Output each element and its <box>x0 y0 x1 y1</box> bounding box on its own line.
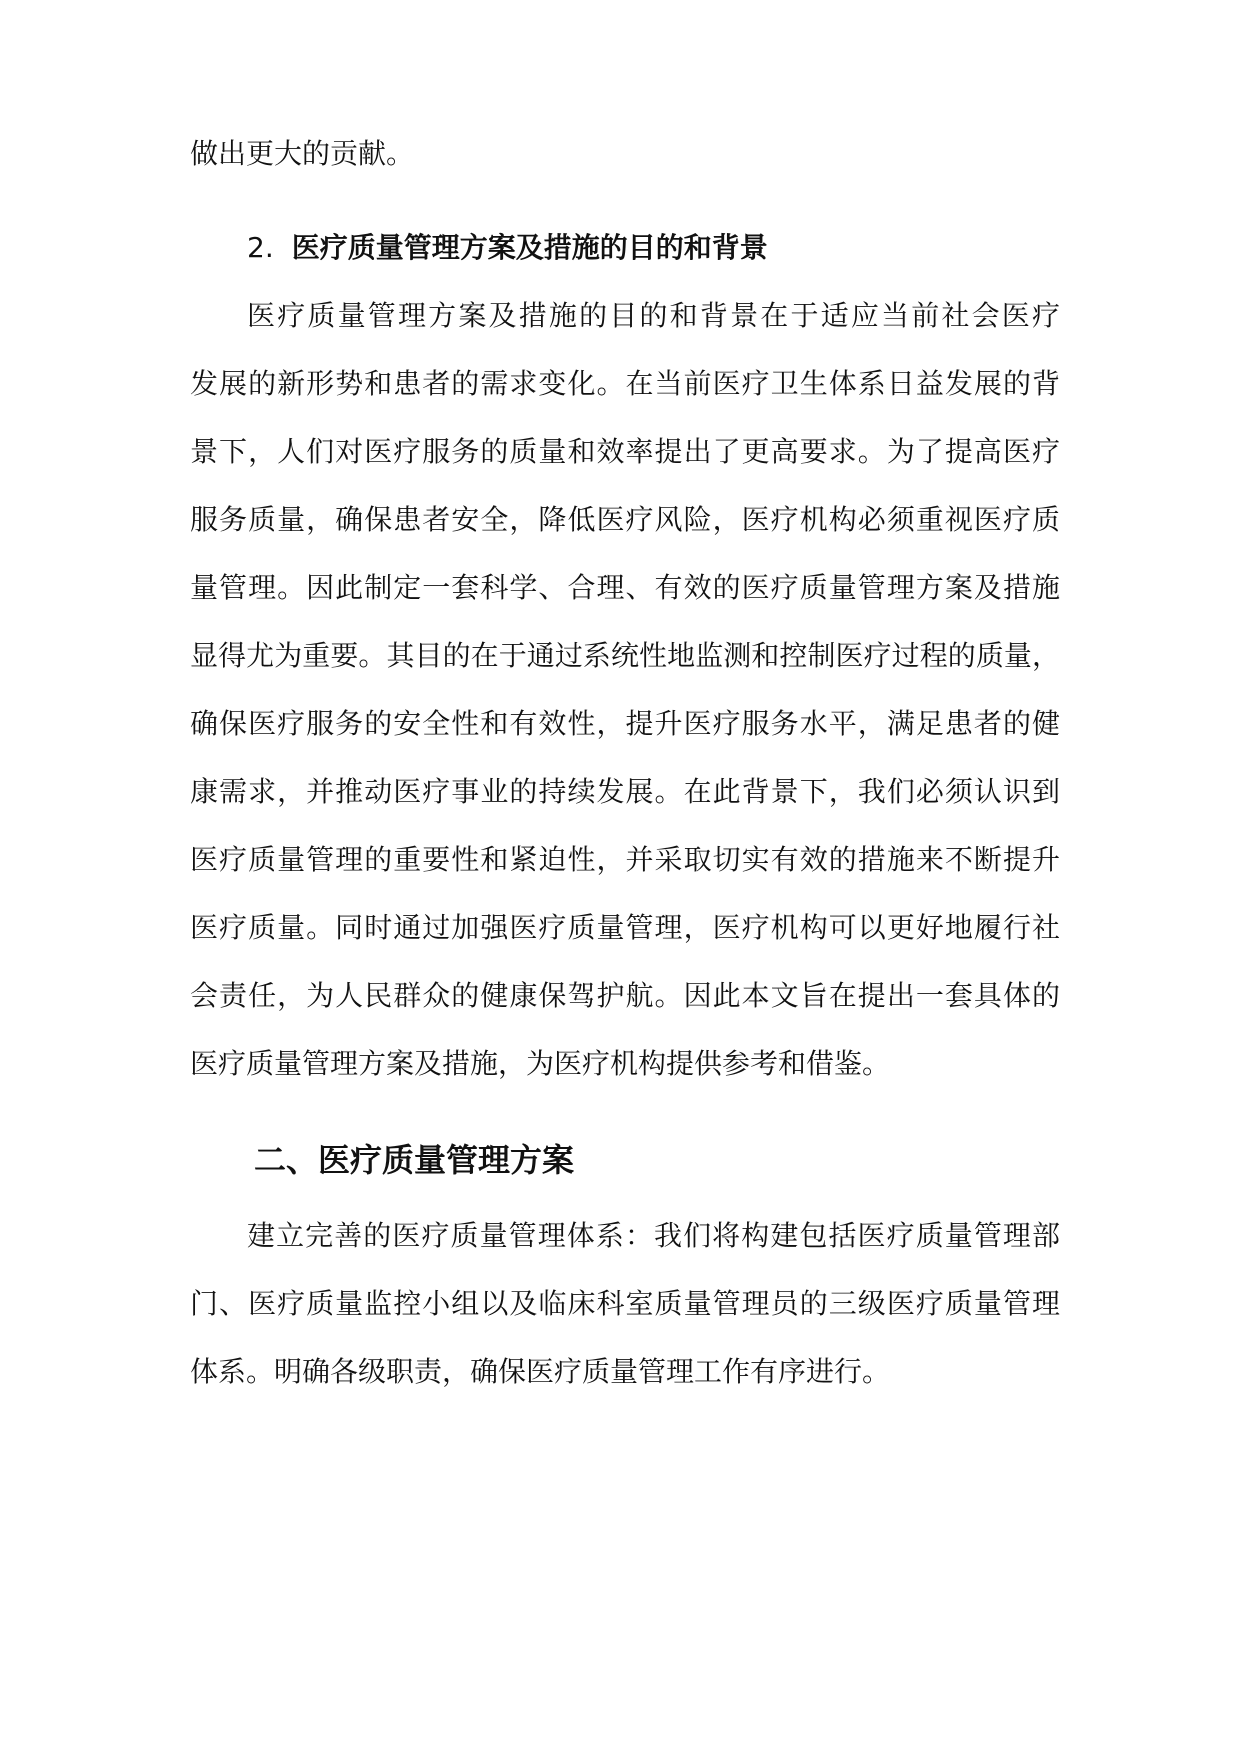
section-2-line-9: 医疗质量管理的重要性和紧迫性，并采取切实有效的措施来不断提升 <box>190 843 1060 876</box>
section-2-line-3: 景下，人们对医疗服务的质量和效率提出了更高要求。为了提高医疗 <box>190 435 1060 468</box>
chapter-2-line-2: 门、医疗质量监控小组以及临床科室质量管理员的三级医疗质量管理 <box>190 1287 1060 1320</box>
section-2-line-8: 康需求，并推动医疗事业的持续发展。在此背景下，我们必须认识到 <box>190 775 1060 808</box>
chapter-2-line-3: 体系。明确各级职责，确保医疗质量管理工作有序进行。 <box>190 1355 891 1388</box>
section-2-heading <box>247 230 768 266</box>
section-2-number: 2. <box>247 231 274 264</box>
section-2-line-2: 发展的新形势和患者的需求变化。在当前医疗卫生体系日益发展的背 <box>190 367 1060 400</box>
section-2-line-5: 量管理。因此制定一套科学、合理、有效的医疗质量管理方案及措施 <box>190 571 1060 604</box>
chapter-2-line-1: 建立完善的医疗质量管理体系：我们将构建包括医疗质量管理部 <box>247 1219 1060 1252</box>
section-2-line-10: 医疗质量。同时通过加强医疗质量管理，医疗机构可以更好地履行社 <box>190 911 1060 944</box>
section-2-line-4: 服务质量，确保患者安全，降低医疗风险，医疗机构必须重视医疗质 <box>190 503 1060 536</box>
intro-tail-text: 做出更大的贡献。 <box>190 137 415 170</box>
section-2-line-11: 会责任，为人民群众的健康保驾护航。因此本文旨在提出一套具体的 <box>190 979 1060 1012</box>
chapter-2-heading: 二、医疗质量管理方案 <box>254 1141 575 1179</box>
section-2-line-12: 医疗质量管理方案及措施，为医疗机构提供参考和借鉴。 <box>190 1047 891 1080</box>
section-2-line-6: 显得尤为重要。其目的在于通过系统性地监测和控制医疗过程的质量， <box>190 639 1060 672</box>
section-2-title: 医疗质量管理方案及措施的目的和背景 <box>291 231 768 264</box>
section-2-line-1: 医疗质量管理方案及措施的目的和背景在于适应当前社会医疗 <box>247 299 1060 332</box>
section-2-line-7: 确保医疗服务的安全性和有效性，提升医疗服务水平，满足患者的健 <box>190 707 1060 740</box>
